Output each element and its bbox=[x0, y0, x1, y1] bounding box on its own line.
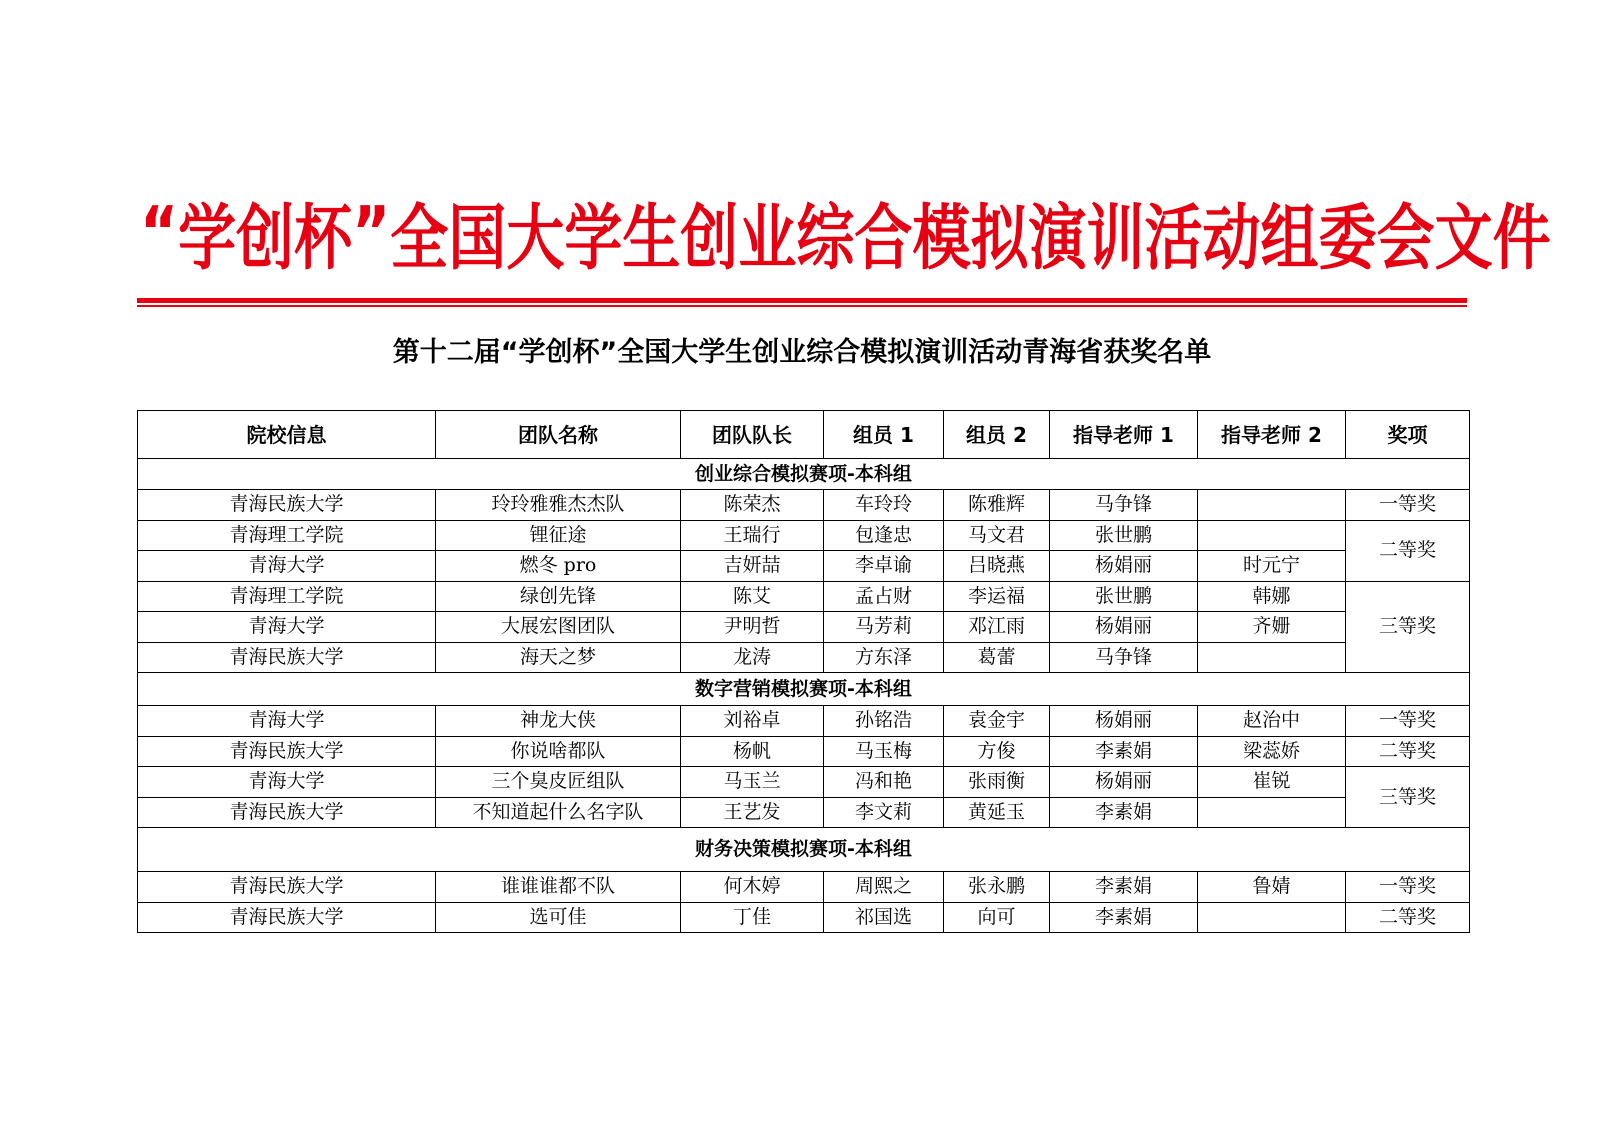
cell-award: 一等奖 bbox=[1346, 490, 1470, 521]
award-list-title: 第十二届“学创杯”全国大学生创业综合模拟演训活动青海省获奖名单 bbox=[392, 337, 1212, 368]
org-title-char: 创 bbox=[236, 196, 295, 280]
org-title-char: 创 bbox=[680, 196, 739, 280]
cell-school: 青海大学 bbox=[138, 551, 436, 582]
cell-teacher2 bbox=[1198, 797, 1346, 828]
cell-member2: 陈雅辉 bbox=[944, 490, 1050, 521]
table-row bbox=[138, 767, 1470, 798]
cell-school: 青海民族大学 bbox=[138, 902, 436, 933]
cell-captain: 何木婷 bbox=[681, 872, 824, 903]
org-title-char: 模 bbox=[912, 196, 971, 280]
cell-member1: 方东泽 bbox=[824, 642, 944, 673]
section-title: 财务决策模拟赛项-本科组 bbox=[138, 828, 1470, 872]
cell-award: 二等奖 bbox=[1346, 520, 1470, 581]
cell-member1: 马玉梅 bbox=[824, 736, 944, 767]
header-rule-thin bbox=[137, 305, 1467, 307]
column-header-team: 团队名称 bbox=[436, 411, 681, 459]
cell-captain: 王瑞行 bbox=[681, 520, 824, 551]
org-title-char: 综 bbox=[796, 196, 855, 280]
cell-team: 不知道起什么名字队 bbox=[436, 797, 681, 828]
cell-teacher1: 李素娟 bbox=[1050, 872, 1198, 903]
cell-member1: 孟占财 bbox=[824, 581, 944, 612]
cell-captain: 王艺发 bbox=[681, 797, 824, 828]
cell-member1: 周熙之 bbox=[824, 872, 944, 903]
org-title-char: 活 bbox=[1144, 196, 1203, 280]
org-title-char: 演 bbox=[1028, 196, 1087, 280]
org-title-char: “ bbox=[140, 190, 179, 274]
org-title-char: 学 bbox=[178, 196, 237, 280]
cell-teacher2: 梁蕊娇 bbox=[1198, 736, 1346, 767]
org-title-char: 大 bbox=[506, 196, 565, 280]
cell-school: 青海民族大学 bbox=[138, 872, 436, 903]
cell-award: 二等奖 bbox=[1346, 902, 1470, 933]
cell-captain: 杨帆 bbox=[681, 736, 824, 767]
cell-team: 三个臭皮匠组队 bbox=[436, 767, 681, 798]
cell-team: 锂征途 bbox=[436, 520, 681, 551]
cell-teacher2: 韩娜 bbox=[1198, 581, 1346, 612]
cell-teacher1: 杨娟丽 bbox=[1050, 551, 1198, 582]
cell-captain: 丁佳 bbox=[681, 902, 824, 933]
cell-school: 青海理工学院 bbox=[138, 520, 436, 551]
cell-award: 二等奖 bbox=[1346, 736, 1470, 767]
cell-teacher2: 鲁婧 bbox=[1198, 872, 1346, 903]
table-row bbox=[138, 520, 1470, 551]
cell-teacher2 bbox=[1198, 520, 1346, 551]
cell-member1: 包逢忠 bbox=[824, 520, 944, 551]
cell-team: 谁谁谁都不队 bbox=[436, 872, 681, 903]
column-header-school: 院校信息 bbox=[138, 411, 436, 459]
cell-teacher2 bbox=[1198, 902, 1346, 933]
cell-teacher1: 李素娟 bbox=[1050, 902, 1198, 933]
cell-captain: 刘裕卓 bbox=[681, 706, 824, 737]
cell-team: 选可佳 bbox=[436, 902, 681, 933]
cell-team: 神龙大侠 bbox=[436, 706, 681, 737]
cell-school: 青海民族大学 bbox=[138, 736, 436, 767]
table-row bbox=[138, 736, 1470, 767]
cell-teacher2 bbox=[1198, 642, 1346, 673]
column-header-teacher2: 指导老师 2 bbox=[1198, 411, 1346, 459]
table-row bbox=[138, 581, 1470, 612]
cell-team: 海天之梦 bbox=[436, 642, 681, 673]
column-header-member1: 组员 1 bbox=[824, 411, 944, 459]
table-row bbox=[138, 642, 1470, 673]
cell-teacher2 bbox=[1198, 490, 1346, 521]
org-title-char: 学 bbox=[564, 196, 623, 280]
cell-teacher1: 张世鹏 bbox=[1050, 581, 1198, 612]
cell-team: 你说啥都队 bbox=[436, 736, 681, 767]
cell-member1: 祁国选 bbox=[824, 902, 944, 933]
table-row bbox=[138, 490, 1470, 521]
cell-teacher1: 张世鹏 bbox=[1050, 520, 1198, 551]
cell-member2: 黄延玉 bbox=[944, 797, 1050, 828]
org-title-char: 件 bbox=[1492, 196, 1551, 280]
cell-member2: 邓江雨 bbox=[944, 612, 1050, 643]
cell-captain: 陈艾 bbox=[681, 581, 824, 612]
cell-school: 青海大学 bbox=[138, 612, 436, 643]
org-title-char: 国 bbox=[448, 196, 507, 280]
cell-member1: 李文莉 bbox=[824, 797, 944, 828]
section-title: 数字营销模拟赛项-本科组 bbox=[138, 673, 1470, 706]
org-title-char: 全 bbox=[390, 196, 449, 280]
cell-award: 一等奖 bbox=[1346, 706, 1470, 737]
cell-school: 青海民族大学 bbox=[138, 642, 436, 673]
cell-captain: 吉妍喆 bbox=[681, 551, 824, 582]
cell-team: 绿创先锋 bbox=[436, 581, 681, 612]
cell-captain: 龙涛 bbox=[681, 642, 824, 673]
cell-member2: 吕晓燕 bbox=[944, 551, 1050, 582]
table-row bbox=[138, 902, 1470, 933]
cell-member2: 葛蕾 bbox=[944, 642, 1050, 673]
cell-member2: 向可 bbox=[944, 902, 1050, 933]
section-row bbox=[138, 828, 1470, 872]
cell-member1: 孙铭浩 bbox=[824, 706, 944, 737]
org-title-char: 合 bbox=[854, 196, 913, 280]
table-row bbox=[138, 551, 1470, 582]
column-header-award: 奖项 bbox=[1346, 411, 1470, 459]
cell-teacher1: 马争锋 bbox=[1050, 490, 1198, 521]
cell-member1: 马芳莉 bbox=[824, 612, 944, 643]
table-row bbox=[138, 612, 1470, 643]
cell-team: 燃冬 pro bbox=[436, 551, 681, 582]
org-title-char: ” bbox=[352, 190, 391, 274]
cell-team: 大展宏图团队 bbox=[436, 612, 681, 643]
cell-team: 玲玲雅雅杰杰队 bbox=[436, 490, 681, 521]
cell-teacher1: 杨娟丽 bbox=[1050, 767, 1198, 798]
column-header-teacher1: 指导老师 1 bbox=[1050, 411, 1198, 459]
org-title-char: 杯 bbox=[294, 196, 353, 280]
column-header-captain: 团队队长 bbox=[681, 411, 824, 459]
table-header-row bbox=[138, 411, 1470, 459]
org-document-title bbox=[140, 171, 1551, 293]
cell-school: 青海大学 bbox=[138, 767, 436, 798]
cell-teacher1: 杨娟丽 bbox=[1050, 612, 1198, 643]
cell-award: 三等奖 bbox=[1346, 581, 1470, 673]
cell-teacher2: 崔锐 bbox=[1198, 767, 1346, 798]
cell-member1: 李卓谕 bbox=[824, 551, 944, 582]
org-title-char: 文 bbox=[1434, 196, 1493, 280]
cell-captain: 尹明哲 bbox=[681, 612, 824, 643]
section-title: 创业综合模拟赛项-本科组 bbox=[138, 459, 1470, 490]
cell-member2: 方俊 bbox=[944, 736, 1050, 767]
org-title-char: 业 bbox=[738, 196, 797, 280]
cell-school: 青海民族大学 bbox=[138, 797, 436, 828]
cell-teacher1: 马争锋 bbox=[1050, 642, 1198, 673]
cell-member2: 马文君 bbox=[944, 520, 1050, 551]
cell-teacher1: 李素娟 bbox=[1050, 797, 1198, 828]
table-row bbox=[138, 706, 1470, 737]
cell-captain: 陈荣杰 bbox=[681, 490, 824, 521]
awards-table bbox=[137, 410, 1470, 933]
cell-member2: 袁金宇 bbox=[944, 706, 1050, 737]
org-title-char: 委 bbox=[1318, 196, 1377, 280]
cell-captain: 马玉兰 bbox=[681, 767, 824, 798]
cell-teacher1: 李素娟 bbox=[1050, 736, 1198, 767]
cell-teacher1: 杨娟丽 bbox=[1050, 706, 1198, 737]
cell-school: 青海民族大学 bbox=[138, 490, 436, 521]
cell-member2: 李运福 bbox=[944, 581, 1050, 612]
cell-school: 青海大学 bbox=[138, 706, 436, 737]
cell-school: 青海理工学院 bbox=[138, 581, 436, 612]
cell-member1: 冯和艳 bbox=[824, 767, 944, 798]
section-row bbox=[138, 673, 1470, 706]
cell-member2: 张永鹏 bbox=[944, 872, 1050, 903]
org-title-char: 生 bbox=[622, 196, 681, 280]
org-title-char: 动 bbox=[1202, 196, 1261, 280]
cell-teacher2: 时元宁 bbox=[1198, 551, 1346, 582]
cell-teacher2: 赵治中 bbox=[1198, 706, 1346, 737]
org-title-char: 拟 bbox=[970, 196, 1029, 280]
org-title-char: 会 bbox=[1376, 196, 1435, 280]
cell-teacher2: 齐姗 bbox=[1198, 612, 1346, 643]
table-row bbox=[138, 797, 1470, 828]
cell-member2: 张雨衡 bbox=[944, 767, 1050, 798]
column-header-member2: 组员 2 bbox=[944, 411, 1050, 459]
org-title-char: 训 bbox=[1086, 196, 1145, 280]
cell-member1: 车玲玲 bbox=[824, 490, 944, 521]
cell-award: 一等奖 bbox=[1346, 872, 1470, 903]
cell-award: 三等奖 bbox=[1346, 767, 1470, 828]
header-rule-thick bbox=[137, 298, 1467, 303]
section-row bbox=[138, 459, 1470, 490]
table-row bbox=[138, 872, 1470, 903]
org-title-char: 组 bbox=[1260, 196, 1319, 280]
